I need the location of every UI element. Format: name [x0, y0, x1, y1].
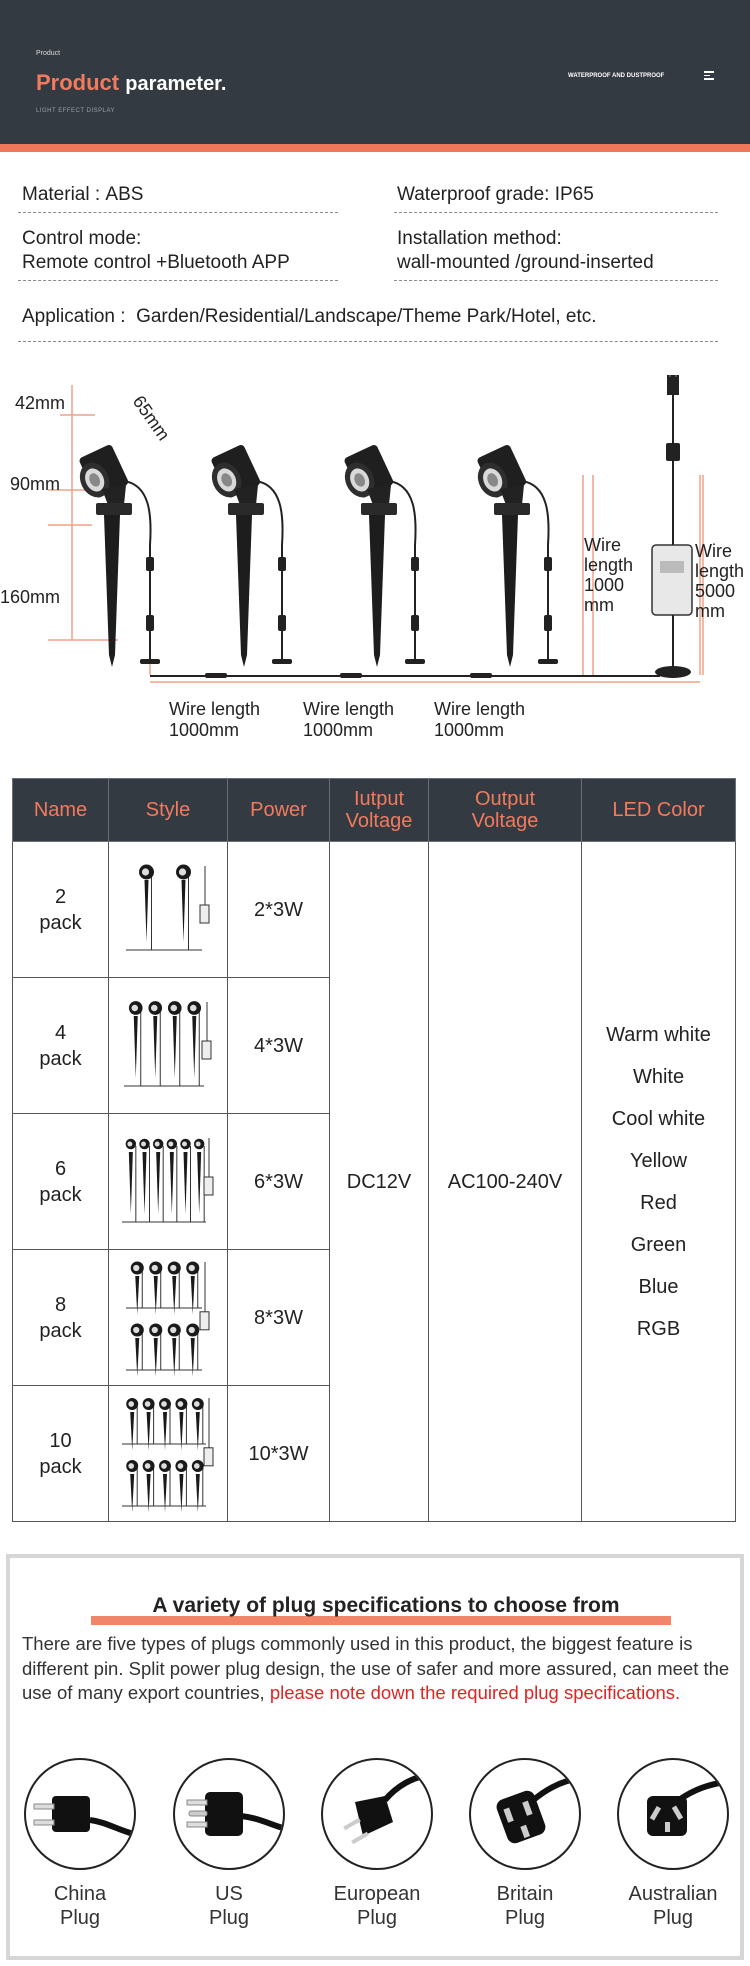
- divider: [18, 280, 338, 281]
- led-color-item: Red: [640, 1191, 677, 1214]
- power-cell: 8*3W: [228, 1250, 330, 1386]
- power-cell: 6*3W: [228, 1114, 330, 1250]
- thumb-light: [126, 1138, 136, 1221]
- britain-plug-icon: [469, 1758, 581, 1870]
- plug-us: [171, 1758, 287, 1930]
- style-thumbnail: [109, 1250, 228, 1386]
- param-control-value: Remote control +Bluetooth APP: [22, 252, 290, 273]
- col-header-led-color: LED Color: [582, 779, 736, 842]
- thumb-light: [143, 1398, 155, 1450]
- param-control-label: Control mode:: [22, 228, 142, 249]
- plug-label-line1: China: [53, 1883, 107, 1905]
- col-header-style: Style: [109, 779, 228, 842]
- header-title-rest: parameter: [125, 73, 221, 95]
- wire-adapter-l2: length: [695, 561, 745, 581]
- pack-count: 4: [54, 1021, 67, 1044]
- thumb-light: [175, 1398, 187, 1450]
- thumb-light: [126, 1460, 138, 1512]
- plug-label-line2: Plug: [504, 1907, 546, 1929]
- power-cell: 2*3W: [228, 842, 330, 978]
- pack-unit: pack: [39, 1047, 82, 1070]
- thumb-adapter: [200, 1311, 209, 1329]
- thumb-light: [168, 1001, 182, 1086]
- header-right-text: WATERPROOF AND DUSTPROOF: [568, 73, 665, 79]
- thumb-light: [139, 864, 154, 950]
- plug-britain: [467, 1758, 583, 1930]
- european-plug-icon: [321, 1758, 433, 1870]
- plug-label-line2: Plug: [59, 1907, 101, 1929]
- col-header-name: Name: [13, 779, 109, 842]
- header-subtitle: LIGHT EFFECT DISPLAY: [36, 108, 116, 114]
- col-header-input-voltage: [330, 779, 429, 842]
- plug-label-line2: Plug: [652, 1907, 694, 1929]
- thumb-light: [192, 1398, 204, 1450]
- wire-bottom-label-2: Wire length: [303, 699, 395, 719]
- dim-diagonal-label: 65mm: [128, 391, 174, 445]
- pack-unit: pack: [39, 1319, 82, 1342]
- col-header-input-line1: Iutput: [353, 788, 405, 810]
- dimension-diagram: [0, 375, 750, 750]
- plug-label-line1: Britain: [496, 1883, 554, 1905]
- thumb-light: [180, 1138, 190, 1221]
- thumb-light: [192, 1460, 204, 1512]
- spec-table: [12, 778, 736, 1522]
- header-title: [36, 70, 226, 96]
- param-waterproof: Waterproof grade: IP65: [397, 184, 594, 205]
- divider: [18, 341, 718, 342]
- wire-adapter-l3: 5000: [695, 581, 736, 601]
- dim-width-label: 42mm: [15, 393, 66, 413]
- thumb-light: [131, 1261, 144, 1314]
- led-color-item: Yellow: [629, 1149, 688, 1172]
- pack-name: [13, 978, 109, 1114]
- pack-unit: pack: [39, 1183, 82, 1206]
- style-thumbnail: [109, 1114, 228, 1250]
- dim-stake-label: 160mm: [0, 587, 61, 607]
- thumb-light: [168, 1323, 181, 1376]
- wire-vertical-l3: 1000: [584, 575, 625, 595]
- col-header-power: Power: [228, 779, 330, 842]
- thumb-light: [176, 864, 191, 950]
- header-small-label: Product: [36, 50, 61, 57]
- wire-bottom-value-3: 1000mm: [434, 720, 505, 740]
- thumb-light: [167, 1138, 177, 1221]
- wire-bottom-value-1: 1000mm: [169, 720, 240, 740]
- param-application: Application : Garden/Residential/Landscape/Theme Park/Hotel, etc.: [22, 306, 597, 327]
- col-header-output-line2: Voltage: [471, 810, 539, 832]
- thumb-adapter: [204, 1447, 213, 1465]
- param-install-value: wall-mounted /ground-inserted: [397, 252, 654, 273]
- plug-section: [6, 1554, 744, 1960]
- thumb-light: [194, 1138, 204, 1221]
- plug-label-line1: US: [215, 1883, 243, 1905]
- wire-adapter-l1: Wire: [695, 541, 732, 561]
- plug-label-line2: Plug: [356, 1907, 398, 1929]
- thumb-light: [175, 1460, 187, 1512]
- wire-vertical-l1: Wire: [584, 535, 621, 555]
- thumb-light: [126, 1398, 138, 1450]
- wire-vertical-l4: mm: [584, 595, 614, 615]
- wire-bottom-label-3: Wire length: [434, 699, 526, 719]
- thumb-light: [159, 1398, 171, 1450]
- thumb-light: [159, 1460, 171, 1512]
- plug-label-line2: Plug: [208, 1907, 250, 1929]
- plug-australian: [615, 1758, 731, 1930]
- thumb-light: [129, 1001, 143, 1086]
- thumb-light: [187, 1001, 201, 1086]
- style-thumbnail: [109, 978, 228, 1114]
- thumb-light: [153, 1138, 163, 1221]
- page-header: [0, 0, 750, 144]
- plug-desc-text: There are five types of plugs commonly used in this product, the biggest feature is different pin. Split power plug design, the use of safer and more assured, can meet the use of many export countries,: [22, 1633, 730, 1703]
- wire-bottom-value-2: 1000mm: [303, 720, 374, 740]
- dim-head-label: 90mm: [10, 474, 61, 494]
- col-header-output-line1: Output: [474, 788, 536, 810]
- pack-2-image: [120, 860, 216, 960]
- pack-count: 2: [54, 885, 67, 908]
- plug-china: [22, 1758, 138, 1930]
- pack-6-image: [116, 1132, 220, 1232]
- thumb-light: [168, 1261, 181, 1314]
- header-title-dot: .: [220, 73, 227, 95]
- plug-description: [22, 1632, 742, 1706]
- pack-unit: pack: [39, 911, 82, 934]
- power-cell: 10*3W: [228, 1386, 330, 1522]
- header-title-accent: Product: [36, 70, 120, 95]
- power-cell: 4*3W: [228, 978, 330, 1114]
- led-color-item: Blue: [638, 1275, 679, 1298]
- us-plug-icon: [173, 1758, 285, 1870]
- pack-count: 10: [49, 1429, 72, 1452]
- thumb-light: [143, 1460, 155, 1512]
- pack-name: [13, 1386, 109, 1522]
- led-color-cell: [582, 842, 736, 1522]
- thumb-adapter: [200, 905, 209, 923]
- input-voltage-cell: DC12V: [330, 842, 429, 1522]
- led-color-item: Green: [630, 1233, 687, 1256]
- plug-label-line1: Australian: [628, 1883, 718, 1905]
- china-plug-icon: [24, 1758, 136, 1870]
- wire-adapter-l4: mm: [695, 601, 725, 621]
- style-thumbnail: [109, 842, 228, 978]
- pack-count: 6: [54, 1157, 67, 1180]
- pack-name: [13, 842, 109, 978]
- thumb-light: [148, 1001, 162, 1086]
- menu-icon: [704, 71, 714, 79]
- style-thumbnail: [109, 1386, 228, 1522]
- led-color-item: Cool white: [611, 1107, 706, 1130]
- col-header-output-voltage: [429, 779, 582, 842]
- pack-name: [13, 1114, 109, 1250]
- table-header-row: [13, 779, 736, 842]
- thumb-light: [131, 1323, 144, 1376]
- led-color-item: White: [632, 1065, 685, 1088]
- table-row: [13, 842, 736, 978]
- divider: [18, 212, 338, 213]
- thumb-adapter: [204, 1177, 213, 1195]
- thumb-light: [149, 1261, 162, 1314]
- plug-label-line1: European: [333, 1883, 421, 1905]
- header-accent-bar: [0, 144, 750, 152]
- pack-count: 8: [54, 1293, 67, 1316]
- thumb-light: [186, 1261, 199, 1314]
- pack-10-image: [116, 1392, 220, 1516]
- plug-european: [319, 1758, 435, 1930]
- divider: [394, 212, 718, 213]
- wire-vertical-l2: length: [584, 555, 634, 575]
- pack-name: [13, 1250, 109, 1386]
- thumb-light: [149, 1323, 162, 1376]
- thumb-adapter: [202, 1041, 211, 1059]
- pack-4-image: [118, 996, 218, 1096]
- plug-desc-warning: please note down the required plug specifications.: [269, 1682, 681, 1703]
- divider: [394, 280, 718, 281]
- param-install-label: Installation method:: [397, 228, 562, 249]
- pack-unit: pack: [39, 1455, 82, 1478]
- col-header-input-line2: Voltage: [345, 810, 413, 832]
- wire-bottom-label-1: Wire length: [169, 699, 261, 719]
- output-voltage-cell: AC100-240V: [429, 842, 582, 1522]
- australian-plug-icon: [617, 1758, 729, 1870]
- pack-8-image: [120, 1256, 216, 1380]
- thumb-light: [139, 1138, 149, 1221]
- param-material: Material : ABS: [22, 184, 144, 205]
- thumb-light: [186, 1323, 199, 1376]
- led-color-item: Warm white: [606, 1023, 711, 1046]
- plug-section-title: A variety of plug specifications to choose from: [152, 1594, 620, 1617]
- led-color-item: RGB: [636, 1317, 681, 1340]
